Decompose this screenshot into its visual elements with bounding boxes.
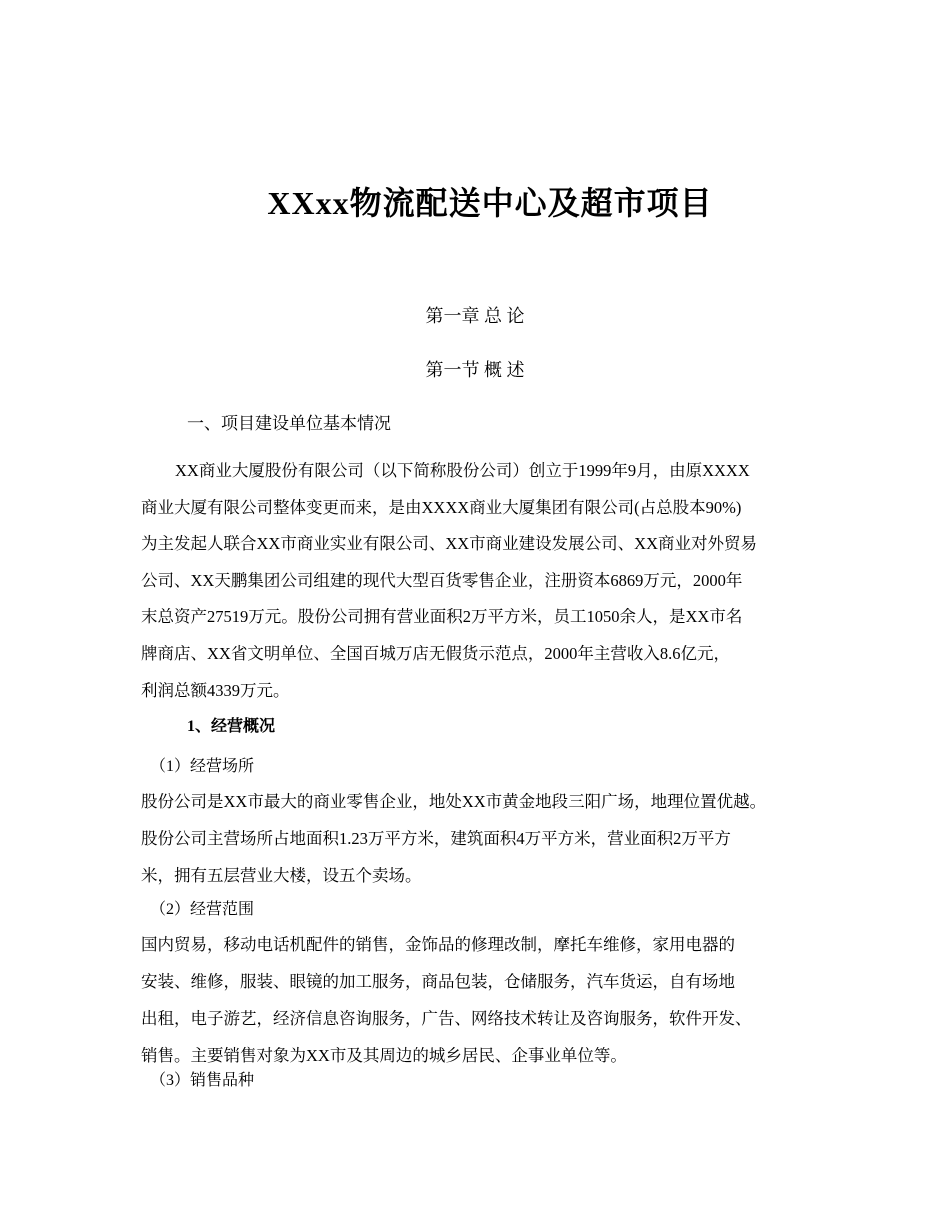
paragraph-line: 安装、维修，服装、眼镜的加工服务，商品包装，仓储服务，汽车货运，自有场地 xyxy=(141,972,735,991)
paragraph-line: XX商业大厦股份有限公司（以下简称股份公司）创立于1999年9月，由原XXXX xyxy=(175,461,750,480)
paragraph-line: 商业大厦有限公司整体变更而来，是由XXXX商业大厦集团有限公司(占总股本90%) xyxy=(141,497,742,517)
paragraph-line: 股份公司主营场所占地面积1.23万平方米，建筑面积4万平方米，营业面积2万平方 xyxy=(141,829,731,848)
section-heading: 第一节 概 述 xyxy=(425,360,525,380)
item2-paragraph xyxy=(141,926,831,1074)
document-title: XXxx物流配送中心及超市项目 xyxy=(267,185,713,221)
item3-label: （3）销售品种 xyxy=(150,1072,255,1089)
item1-paragraph xyxy=(141,783,831,894)
paragraph-line: 利润总额4339万元。 xyxy=(141,680,290,700)
item1-label: （1）经营场所 xyxy=(150,758,255,775)
business-overview-heading: 1、经营概况 xyxy=(187,718,276,735)
paragraph-line: 出租，电子游艺，经济信息咨询服务，广告、网络技术转让及咨询服务，软件开发、 xyxy=(141,1009,752,1028)
intro-paragraph xyxy=(141,453,831,709)
paragraph-line: 股份公司是XX市最大的商业零售企业，地处XX市黄金地段三阳广场，地理位置优越。 xyxy=(141,792,767,811)
paragraph-line: 末总资产27519万元。股份公司拥有营业面积2万平方米，员工1050余人，是XX市名 xyxy=(141,607,743,627)
paragraph-line: 牌商店、XX省文明单位、全国百城万店无假货示范点，2000年主营收入8.6亿元， xyxy=(141,643,730,663)
paragraph-line: 公司、XX天鹏集团公司组建的现代大型百货零售企业，注册资本6869万元，2000年 xyxy=(141,570,743,590)
chapter-heading: 第一章 总 论 xyxy=(425,306,525,326)
paragraph-line: 销售。主要销售对象为XX市及其周边的城乡居民、企事业单位等。 xyxy=(141,1046,627,1065)
paragraph-line: 米，拥有五层营业大楼，设五个卖场。 xyxy=(141,866,422,885)
paragraph-line: 为主发起人联合XX市商业实业有限公司、XX市商业建设发展公司、XX商业对外贸易 xyxy=(141,534,757,554)
item2-label: （2）经营范围 xyxy=(150,901,255,918)
subsection-heading: 一、项目建设单位基本情况 xyxy=(187,414,391,433)
paragraph-line: 国内贸易，移动电话机配件的销售，金饰品的修理改制，摩托车维修，家用电器的 xyxy=(141,935,735,954)
